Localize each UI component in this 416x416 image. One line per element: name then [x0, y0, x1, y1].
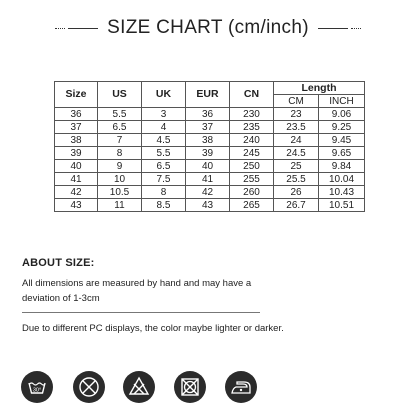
cell-us: 11: [98, 199, 142, 212]
cell-length-cm: 25.5: [274, 173, 319, 186]
cell-length-cm: 26.7: [274, 199, 319, 212]
table-row: [55, 186, 365, 199]
header-length: Length: [274, 82, 365, 95]
about-size-text: All dimensions are measured by hand and may have a deviation of 1-3cm: [22, 278, 252, 304]
cell-cn: 230: [230, 108, 274, 121]
cell-length-inch: 9.65: [319, 147, 365, 160]
table-row: [55, 108, 365, 121]
cell-cn: 245: [230, 147, 274, 160]
table-row: [55, 121, 365, 134]
no-wash-icon: [73, 371, 105, 403]
header-size: Size: [55, 82, 98, 108]
divider: [22, 312, 260, 313]
cell-cn: 250: [230, 160, 274, 173]
cell-us: 5.5: [98, 108, 142, 121]
cell-us: 10: [98, 173, 142, 186]
header-uk: UK: [142, 82, 186, 108]
cell-eur: 39: [186, 147, 230, 160]
table-body: [55, 108, 365, 212]
title-row: [0, 14, 416, 42]
cell-length-inch: 9.06: [319, 108, 365, 121]
cell-size: 39: [55, 147, 98, 160]
cell-uk: 8: [142, 186, 186, 199]
cell-eur: 42: [186, 186, 230, 199]
table-row: [55, 173, 365, 186]
cell-length-cm: 26: [274, 186, 319, 199]
cell-cn: 240: [230, 134, 274, 147]
header-us: US: [98, 82, 142, 108]
no-bleach-icon: [123, 371, 155, 403]
cell-length-inch: 9.45: [319, 134, 365, 147]
cell-length-inch: 9.25: [319, 121, 365, 134]
cell-length-inch: 10.04: [319, 173, 365, 186]
cell-length-cm: 24.5: [274, 147, 319, 160]
cell-length-cm: 23.5: [274, 121, 319, 134]
cell-uk: 4: [142, 121, 186, 134]
about-size-title: ABOUT SIZE:: [22, 257, 95, 269]
size-table: [54, 81, 365, 212]
cell-cn: 260: [230, 186, 274, 199]
cell-us: 8: [98, 147, 142, 160]
no-tumble-dry-icon: [174, 371, 206, 403]
header-inch: INCH: [319, 95, 365, 108]
cell-eur: 40: [186, 160, 230, 173]
cell-uk: 5.5: [142, 147, 186, 160]
cell-length-cm: 24: [274, 134, 319, 147]
svg-text:30°: 30°: [32, 387, 42, 394]
cell-eur: 36: [186, 108, 230, 121]
cell-cn: 255: [230, 173, 274, 186]
cell-size: 38: [55, 134, 98, 147]
table-row: [55, 199, 365, 212]
title-dotted-line-right: [351, 28, 361, 29]
wash-30-icon: [21, 371, 53, 403]
cell-size: 37: [55, 121, 98, 134]
table-row: [55, 160, 365, 173]
header-cn: CN: [230, 82, 274, 108]
cell-uk: 7.5: [142, 173, 186, 186]
cell-eur: 43: [186, 199, 230, 212]
cell-size: 36: [55, 108, 98, 121]
display-color-note: Due to different PC displays, the color maybe lighter or darker.: [22, 323, 284, 334]
cell-us: 7: [98, 134, 142, 147]
cell-uk: 3: [142, 108, 186, 121]
cell-us: 10.5: [98, 186, 142, 199]
cell-cn: 235: [230, 121, 274, 134]
cell-length-inch: 10.43: [319, 186, 365, 199]
header-cm: CM: [274, 95, 319, 108]
low-iron-icon: [225, 371, 257, 403]
cell-us: 6.5: [98, 121, 142, 134]
cell-length-inch: 9.84: [319, 160, 365, 173]
cell-eur: 37: [186, 121, 230, 134]
table-row: [55, 147, 365, 160]
cell-uk: 8.5: [142, 199, 186, 212]
cell-size: 43: [55, 199, 98, 212]
cell-cn: 265: [230, 199, 274, 212]
cell-uk: 4.5: [142, 134, 186, 147]
cell-eur: 38: [186, 134, 230, 147]
cell-size: 42: [55, 186, 98, 199]
cell-length-inch: 10.51: [319, 199, 365, 212]
cell-uk: 6.5: [142, 160, 186, 173]
page-title: SIZE CHART (cm/inch): [107, 17, 309, 38]
cell-eur: 41: [186, 173, 230, 186]
cell-size: 41: [55, 173, 98, 186]
cell-length-cm: 23: [274, 108, 319, 121]
cell-length-cm: 25: [274, 160, 319, 173]
header-eur: EUR: [186, 82, 230, 108]
cell-us: 9: [98, 160, 142, 173]
table-row: [55, 134, 365, 147]
cell-size: 40: [55, 160, 98, 173]
title-line-right: [318, 28, 348, 29]
